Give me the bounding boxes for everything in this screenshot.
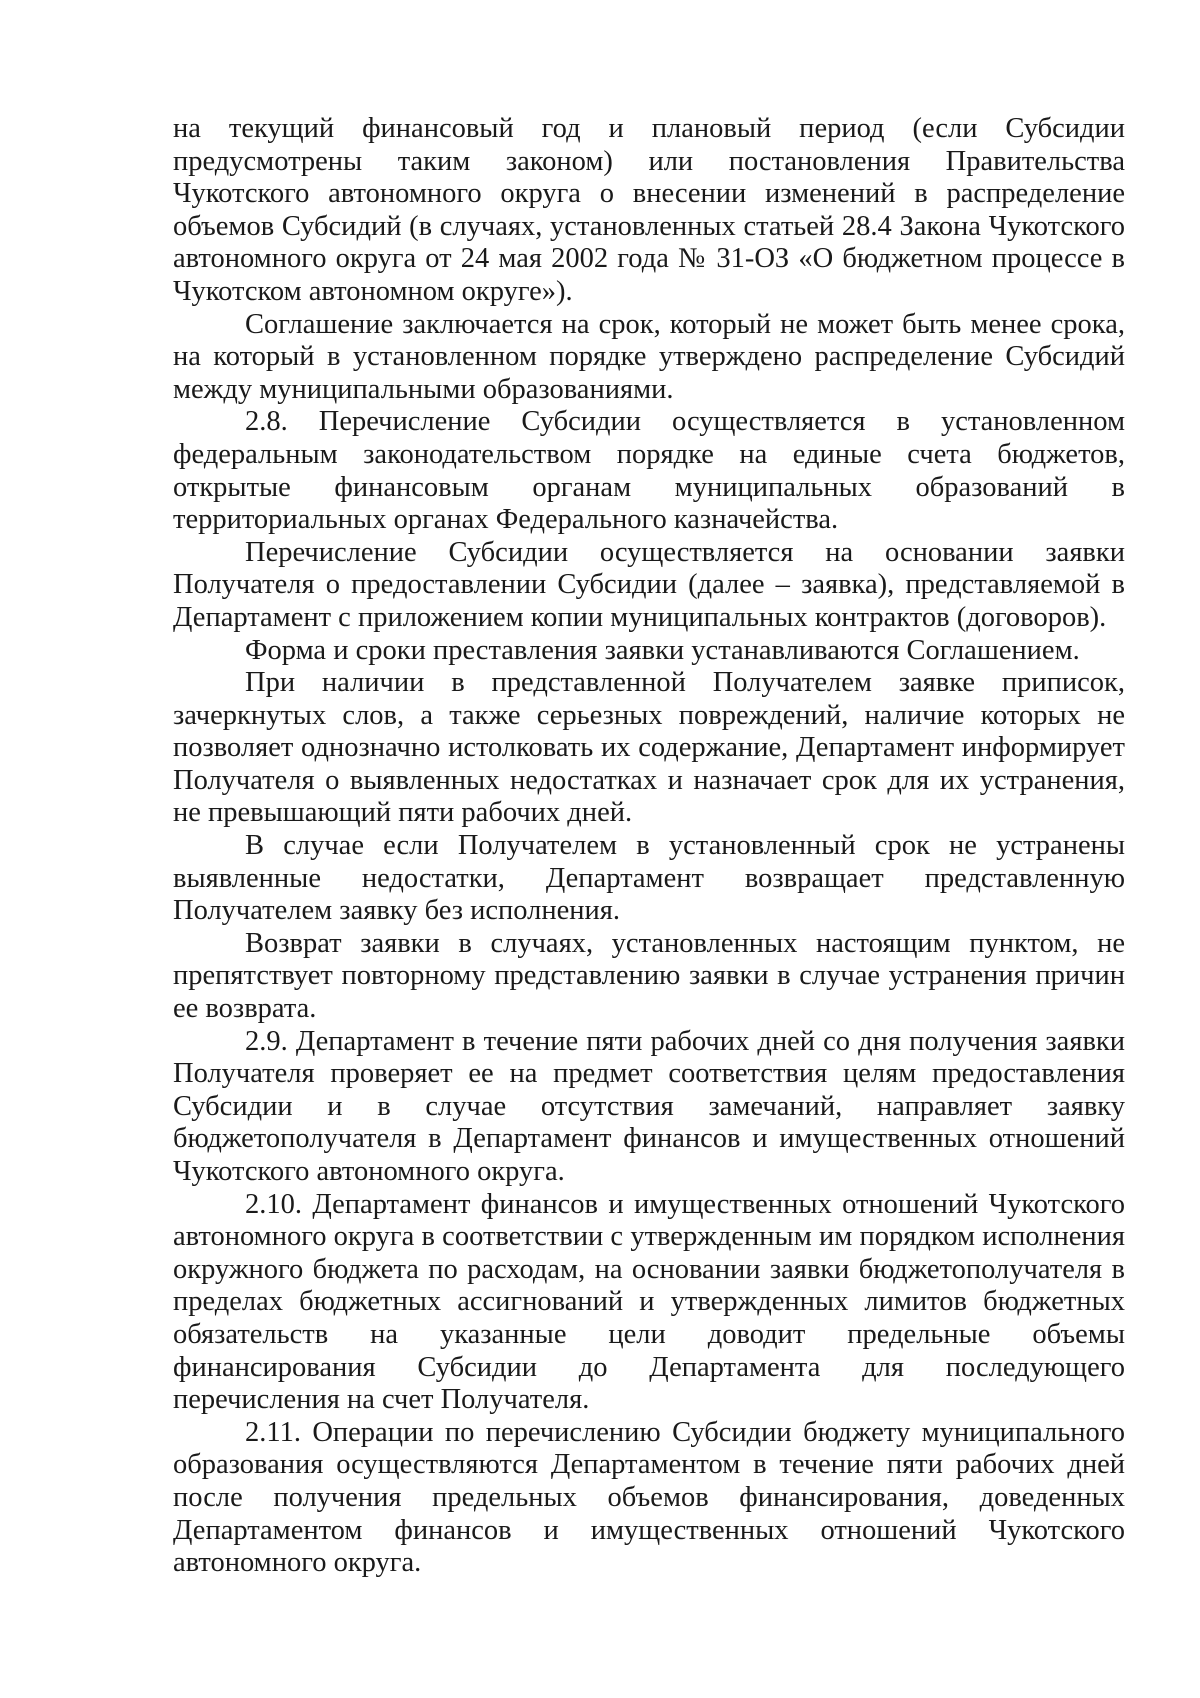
document-page [173,113,1125,1580]
paragraph-continuation: на текущий финансовый год и плановый период (если Субсидии предусмотрены таким законом) или постановления Правительства Чукотского автономного округа о внесении изменений в распределение объемов Субсидий (в случаях, установленных статьей 28.4 Закона Чукотского автономного округа от 24 мая 2002 года № 31-ОЗ «О бюджетном процессе в Чукотском автономном округе»). [173,113,1125,307]
paragraph-2-11: 2.11. Операции по перечислению Субсидии бюджету муниципального образования осуществляются Департаментом в течение пяти рабочих дней после получения предельных объемов финансирования, доведенных Департаментом финансов и имущественных отношений Чукотского автономного округа. [173,1416,1125,1579]
paragraph-application-defects: При наличии в представленной Получателем заявке приписок, зачеркнутых слов, а также серьезных повреждений, наличие которых не позволяет однозначно истолковать их содержание, Департамент информирует Получателя о выявленных недостатках и назначает срок для их устранения, не превышающий пяти рабочих дней. [173,667,1125,829]
paragraph-transfer-basis: Перечисление Субсидии осуществляется на основании заявки Получателя о предоставлении Субсидии (далее – заявка), представляемой в Департамент с приложением копии муниципальных контрактов (договоров). [173,536,1125,633]
paragraph-2-10: 2.10. Департамент финансов и имущественных отношений Чукотского автономного округа в соответствии с утвержденным им порядком исполнения окружного бюджета по расходам, на основании заявки бюджетополучателя в пределах бюджетных ассигнований и утвержденных лимитов бюджетных обязательств на указанные цели доводит предельные объемы финансирования Субсидии до Департамента для последующего перечисления на счет Получателя. [173,1188,1125,1416]
paragraph-agreement-term: Соглашение заключается на срок, который не может быть менее срока, на который в установленном порядке утверждено распределение Субсидий между муниципальными образованиями. [173,308,1125,405]
paragraph-resubmission: Возврат заявки в случаях, установленных настоящим пунктом, не препятствует повторному представлению заявки в случае устранения причин ее возврата. [173,927,1125,1025]
paragraph-2-9: 2.9. Департамент в течение пяти рабочих дней со дня получения заявки Получателя проверяет ее на предмет соответствия целям предоставления Субсидии и в случае отсутствия замечаний, направляет заявку бюджетополучателя в Департамент финансов и имущественных отношений Чукотского автономного округа. [173,1025,1125,1187]
paragraph-application-form: Форма и сроки преставления заявки устанавливаются Соглашением. [245,634,1080,666]
paragraph-application-return: В случае если Получателем в установленный срок не устранены выявленные недостатки, Департамент возвращает представленную Получателем заявку без исполнения. [173,830,1125,927]
paragraph-2-8: 2.8. Перечисление Субсидии осуществляется в установленном федеральным законодательством порядке на единые счета бюджетов, открытые финансовым органам муниципальных образований в территориальных органах Федерального казначейства. [173,406,1125,536]
